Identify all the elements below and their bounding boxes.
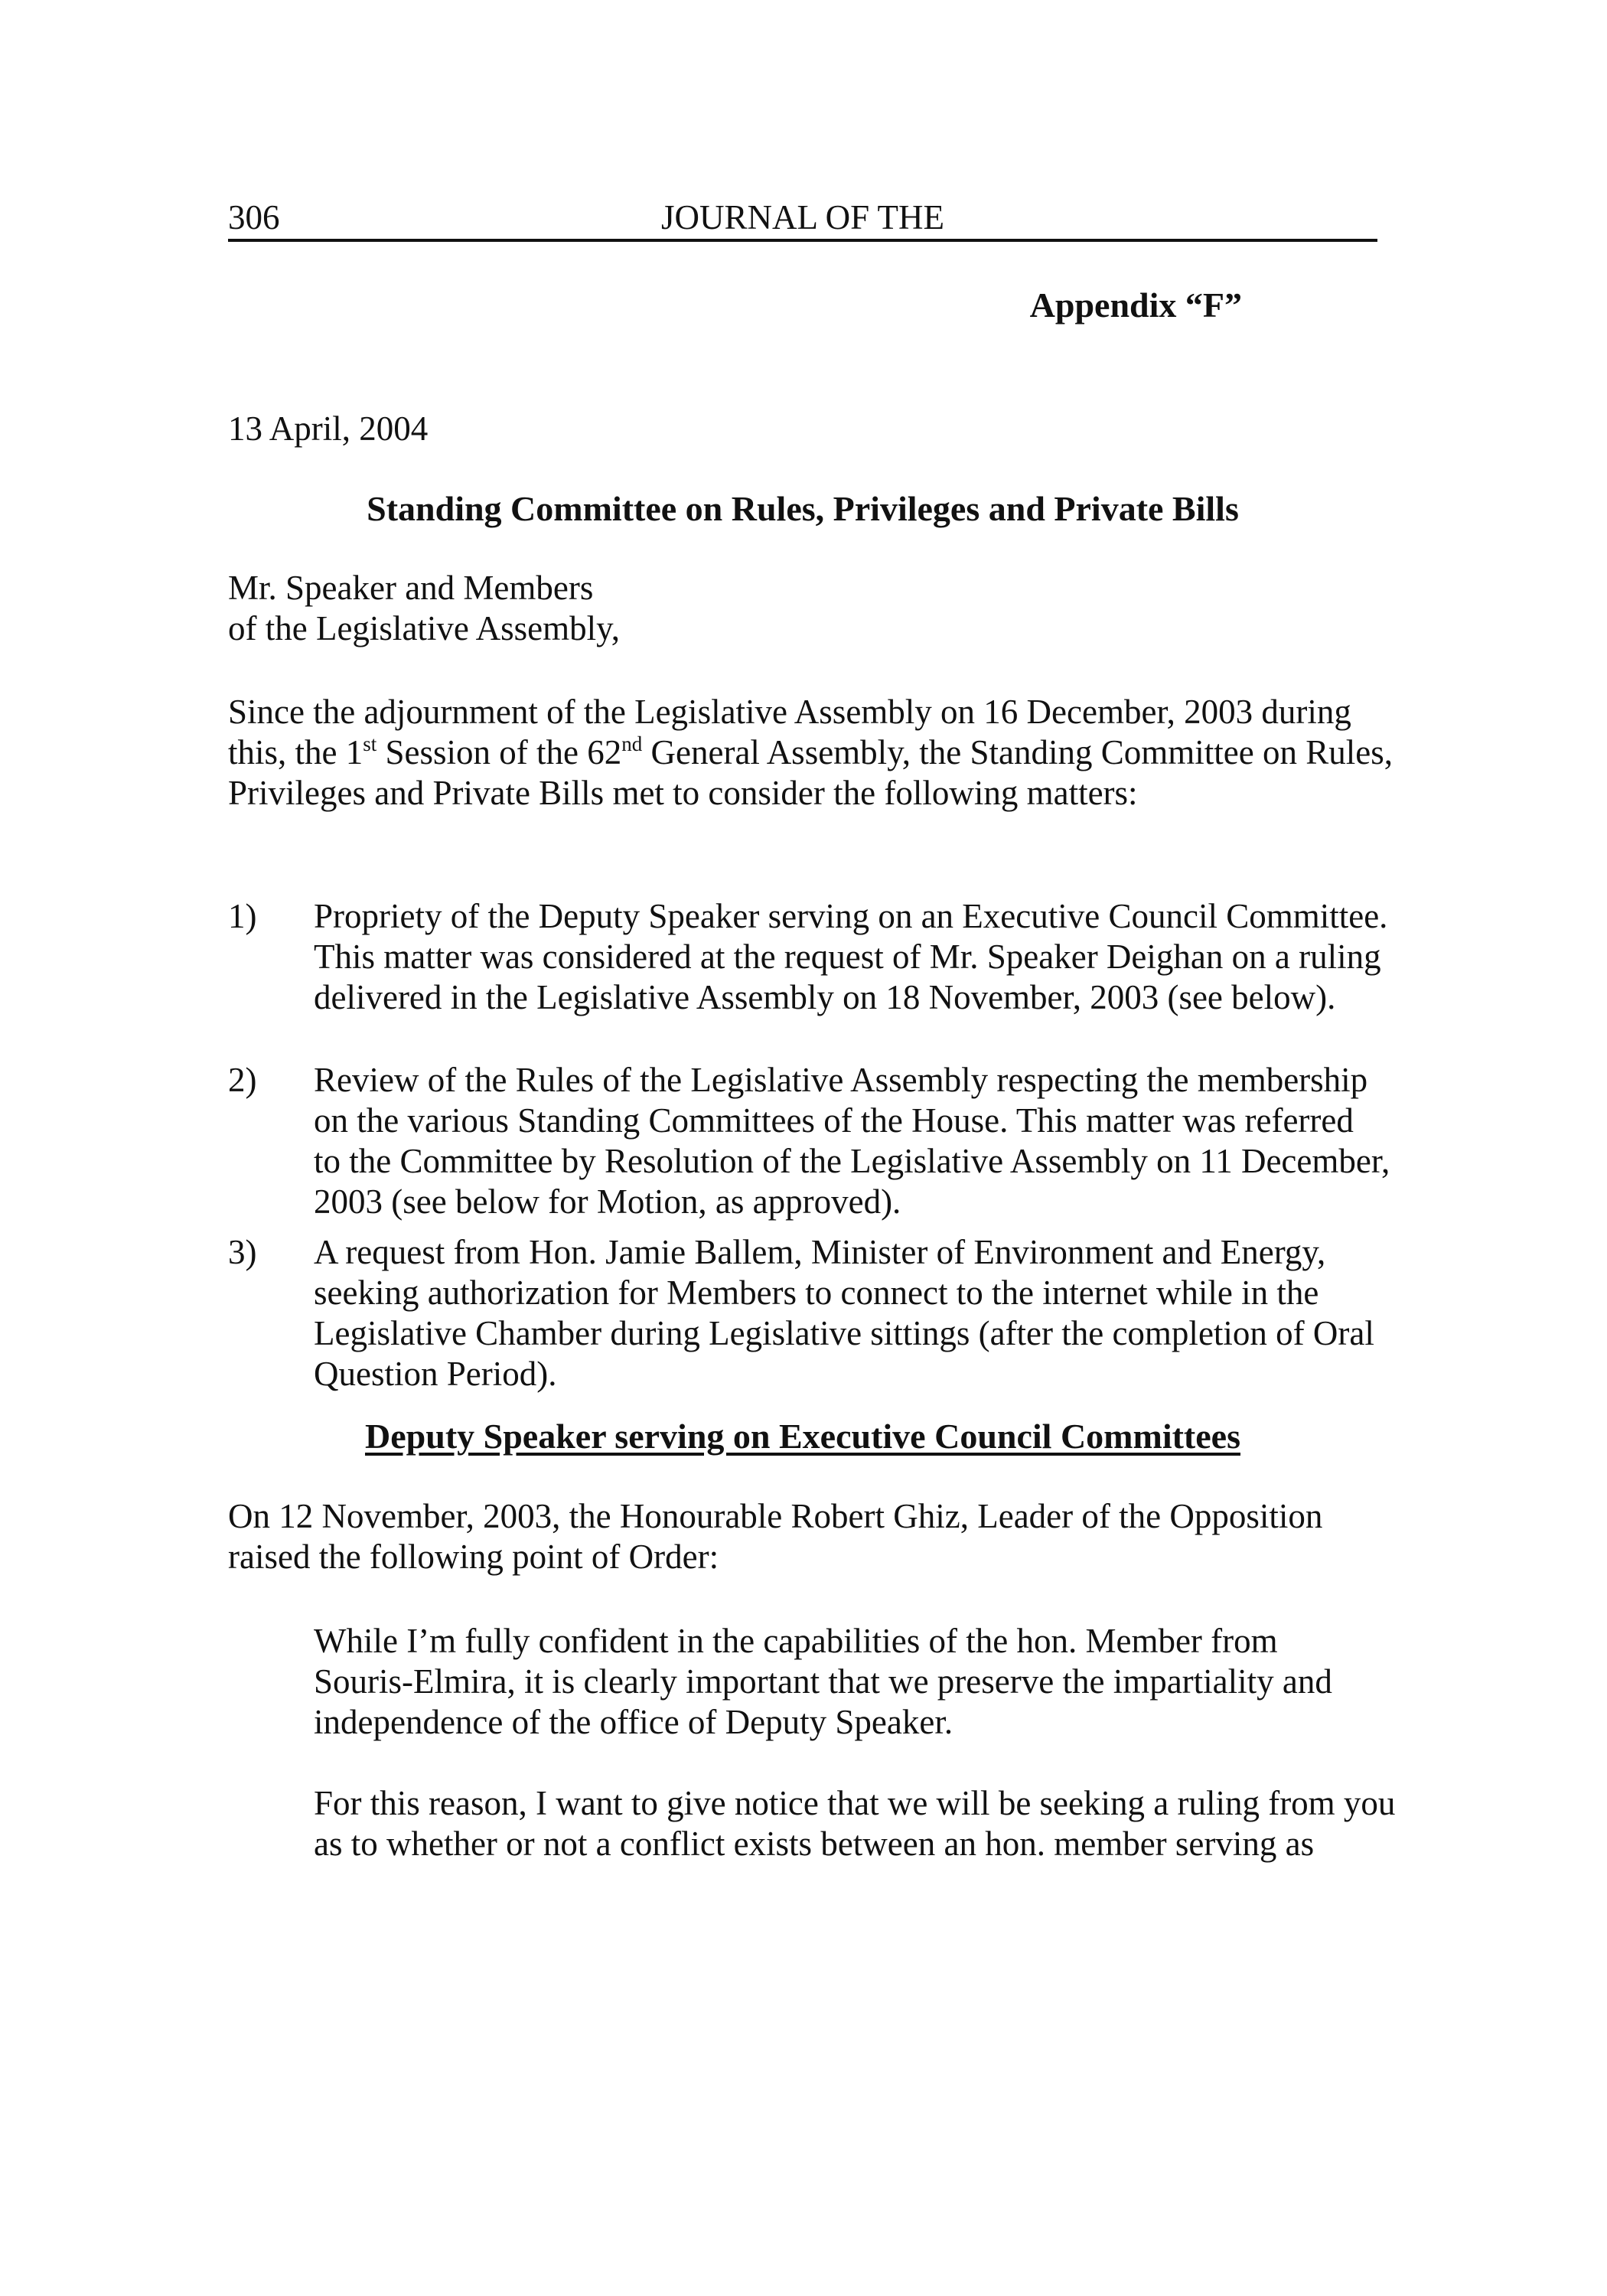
intro-paragraph (228, 692, 1393, 814)
section-heading: Deputy Speaker serving on Executive Council Committees (365, 1417, 1240, 1456)
salutation (228, 568, 993, 649)
paragraph-line: On 12 November, 2003, the Honourable Robert Ghiz, Leader of the Opposition (228, 1497, 1323, 1535)
list-item-text (314, 1060, 1390, 1222)
list-item-line: 2003 (see below for Motion, as approved). (314, 1182, 901, 1221)
intro-line (228, 732, 1393, 773)
list-item-line: seeking authorization for Members to connect to the internet while in the (314, 1274, 1319, 1312)
body-paragraph (228, 1496, 1377, 1577)
intro-text: Session of the 62 (376, 733, 622, 771)
page-header (228, 196, 1377, 242)
intro-line: Privileges and Private Bills met to consider the following matters: (228, 774, 1138, 812)
list-item-line: to the Committee by Resolution of the Legislative Assembly on 11 December, (314, 1142, 1390, 1180)
block-quote (314, 1621, 1377, 1743)
quote-line: While I’m fully confident in the capabilities of the hon. Member from (314, 1622, 1278, 1660)
report-date: 13 April, 2004 (228, 409, 429, 448)
committee-title: Standing Committee on Rules, Privileges and Private Bills (367, 489, 1239, 528)
list-marker: 2) (228, 1061, 257, 1099)
quote-line: independence of the office of Deputy Speaker. (314, 1703, 953, 1741)
intro-text: this, the 1 (228, 733, 363, 771)
list-item-line: Review of the Rules of the Legislative Assembly respecting the membership (314, 1061, 1368, 1099)
block-quote (314, 1783, 1396, 1864)
page-number: 306 (228, 198, 280, 236)
paragraph-line: raised the following point of Order: (228, 1538, 719, 1576)
list-item-text (314, 896, 1388, 1018)
ordinal-suffix: st (363, 732, 377, 755)
list-item-line: Legislative Chamber during Legislative sittings (after the completion of Oral (314, 1314, 1374, 1352)
salutation-line: Mr. Speaker and Members (228, 569, 594, 607)
list-item-line: Propriety of the Deputy Speaker serving on an Executive Council Committee. (314, 897, 1388, 935)
quote-line: For this reason, I want to give notice that we will be seeking a ruling from you (314, 1784, 1396, 1822)
list-marker: 1) (228, 897, 257, 935)
list-item-line: on the various Standing Committees of the House. This matter was referred (314, 1101, 1354, 1140)
list-item-text (314, 1232, 1377, 1394)
list-marker: 3) (228, 1233, 257, 1271)
salutation-line: of the Legislative Assembly, (228, 609, 620, 647)
ordinal-suffix: nd (621, 732, 643, 755)
quote-line: as to whether or not a conflict exists between an hon. member serving as (314, 1825, 1315, 1863)
appendix-label: Appendix “F” (1029, 285, 1242, 325)
list-item-line: Question Period). (314, 1355, 557, 1393)
running-head: JOURNAL OF THE (660, 198, 945, 236)
intro-text: General Assembly, the Standing Committee on Rules, (642, 733, 1393, 771)
list-item-line: This matter was considered at the request of Mr. Speaker Deighan on a ruling (314, 938, 1381, 976)
list-item-line: A request from Hon. Jamie Ballem, Minister of Environment and Energy, (314, 1233, 1326, 1271)
list-item-line: delivered in the Legislative Assembly on 18 November, 2003 (see below). (314, 978, 1336, 1016)
quote-line: Souris-Elmira, it is clearly important that we preserve the impartiality and (314, 1662, 1332, 1701)
intro-line: Since the adjournment of the Legislative Assembly on 16 December, 2003 during (228, 693, 1351, 731)
